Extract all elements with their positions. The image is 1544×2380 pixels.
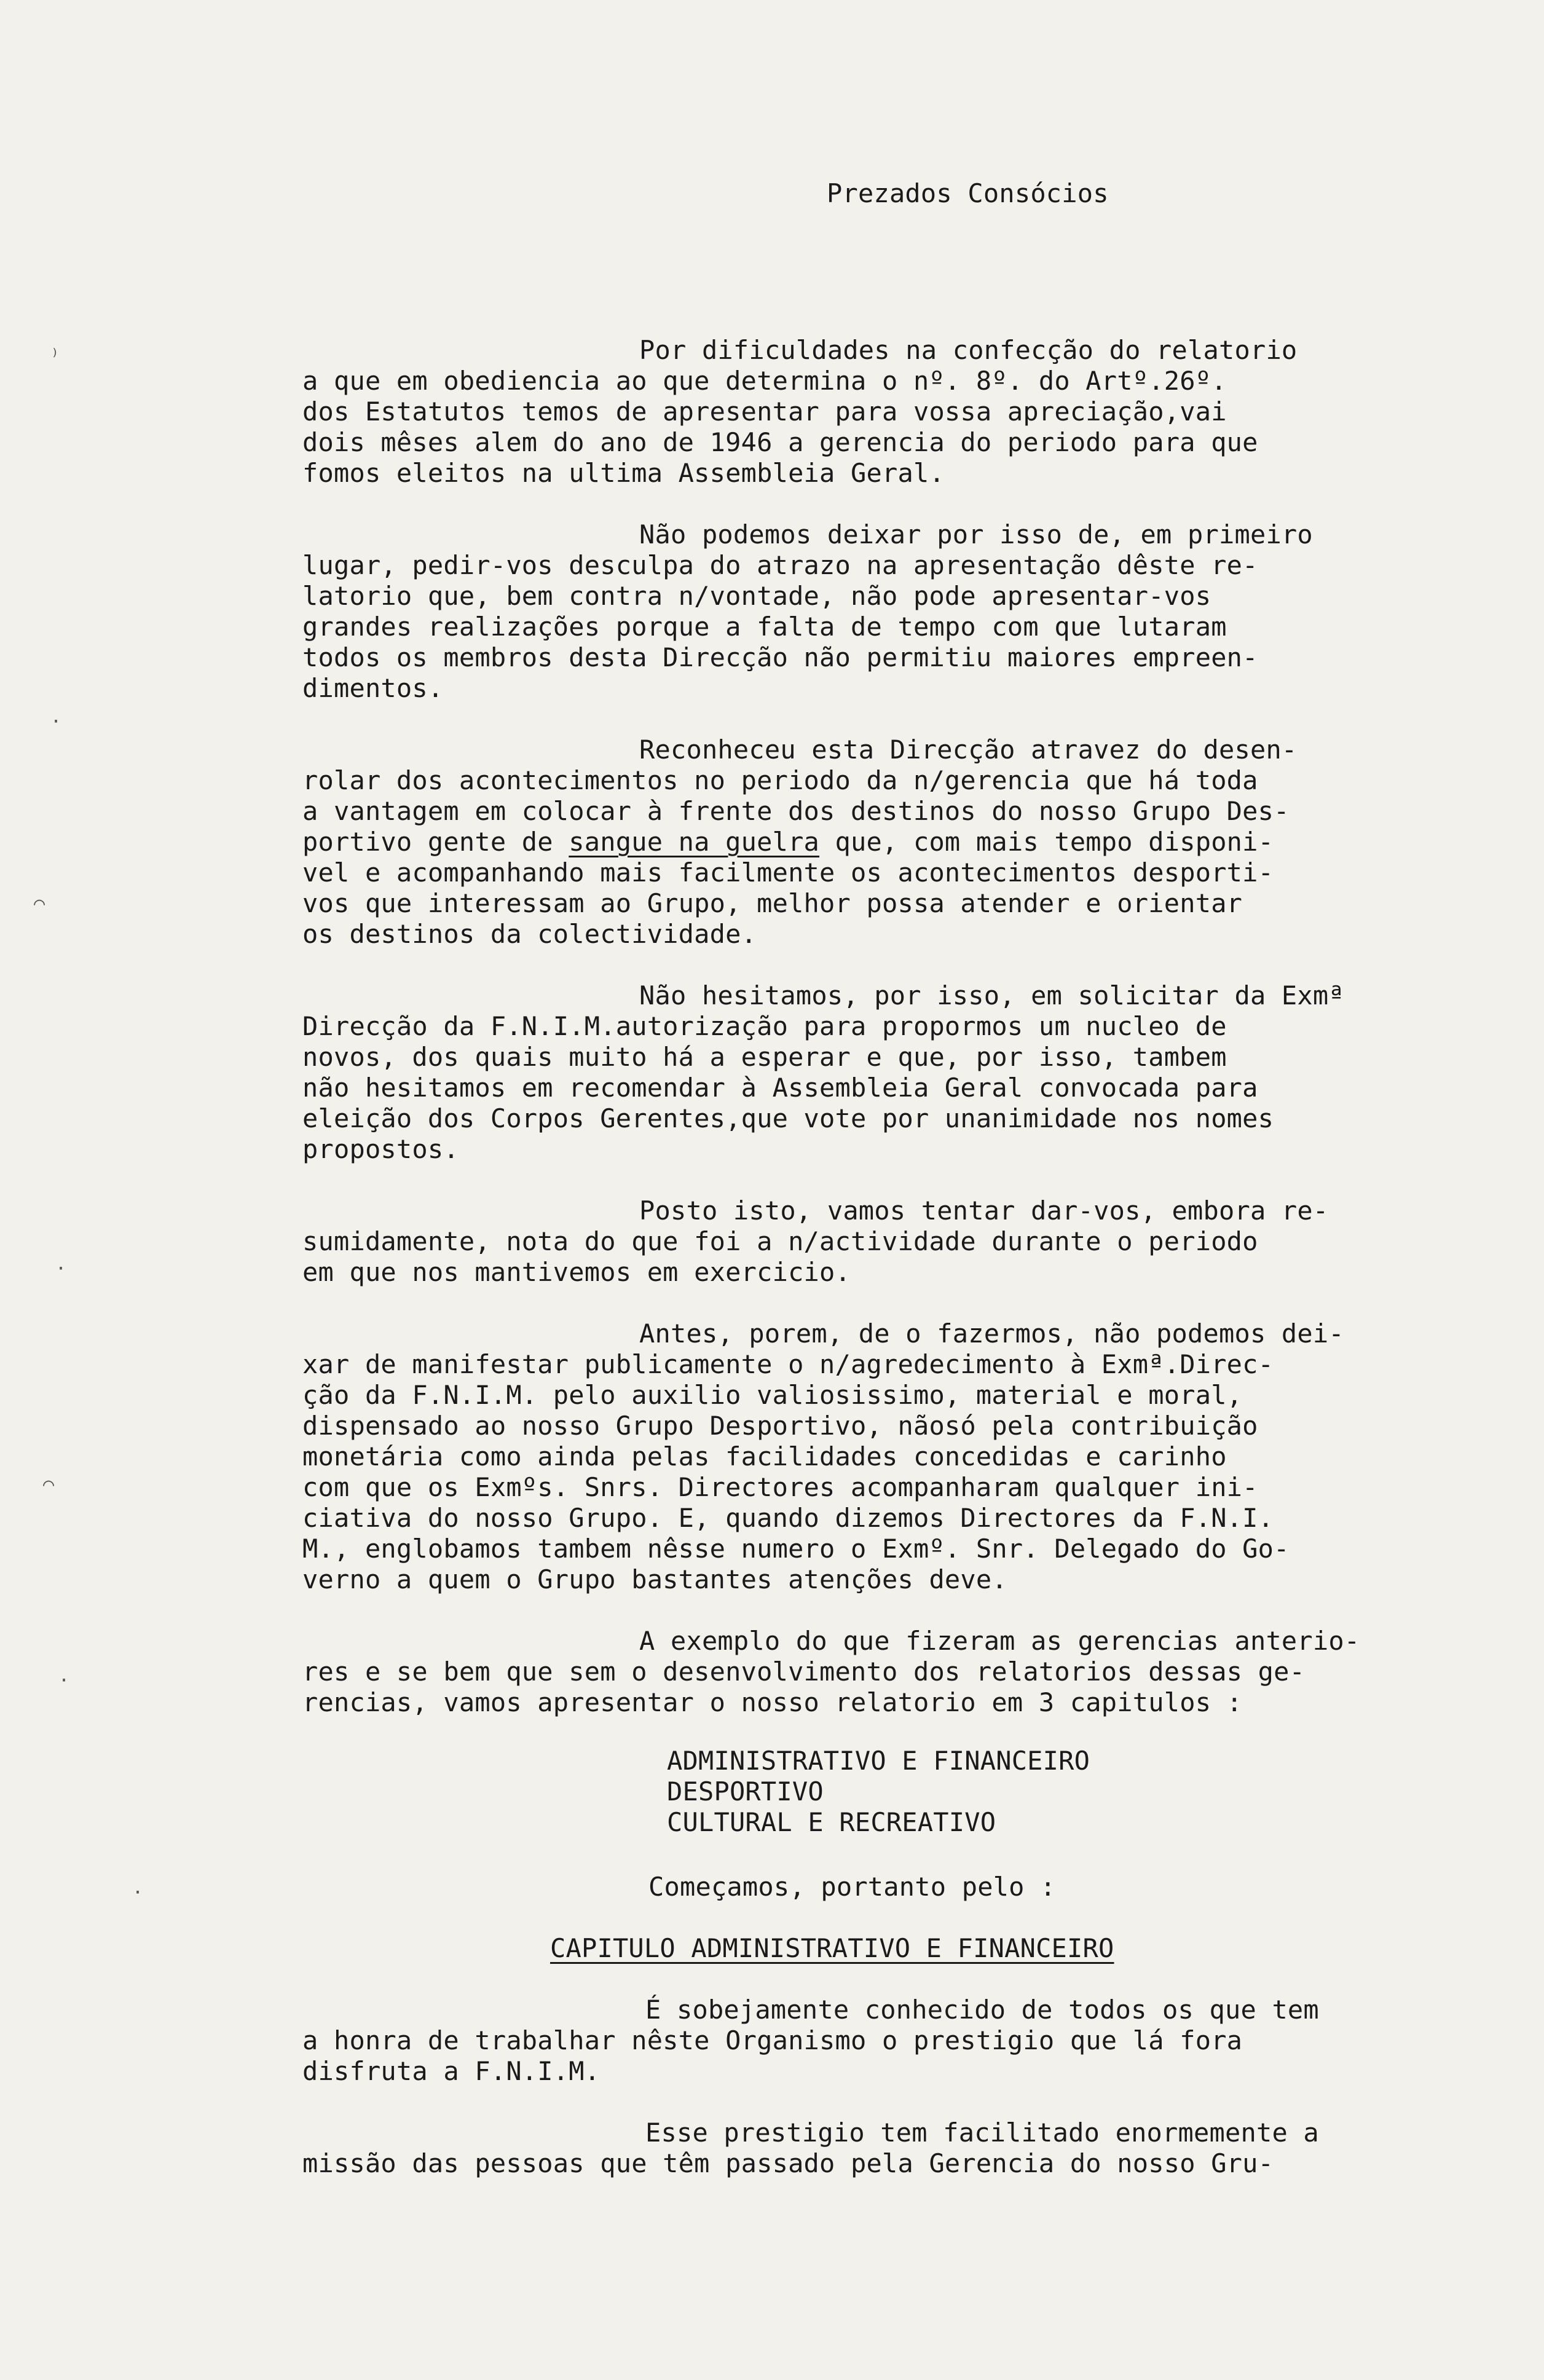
paragraph-4-line-3: novos, dos quais muito há a esperar e que, por isso, tambem (302, 1042, 1227, 1072)
paragraph-3-line-6: vos que interessam ao Grupo, melhor possa atender e orientar (302, 888, 1243, 918)
paragraph-3-line-5: vel e acompanhando mais facilmente os acontecimentos desporti- (302, 857, 1274, 888)
margin-speck: ⌒ (34, 892, 45, 914)
paragraph-3-line-3: a vantagem em colocar à frente dos destinos do nosso Grupo Des- (302, 796, 1290, 826)
paragraph-7-line-2: res e se bem que sem o desenvolvimento dos relatorios dessas ge- (302, 1657, 1306, 1687)
closing-paragraph-1-line-1: É sobejamente conhecido de todos os que tem (645, 1995, 1319, 2025)
paragraph-4-line-4: não hesitamos em recomendar à Assembleia Geral convocada para (302, 1073, 1258, 1103)
paragraph-7-line-3: rencias, vamos apresentar o nosso relatorio em 3 capitulos : (302, 1687, 1243, 1717)
chapter-list-item-1: ADMINISTRATIVO E FINANCEIRO (667, 1746, 1090, 1776)
paragraph-4-line-2: Direcção da F.N.I.M.autorização para propormos um nucleo de (302, 1011, 1227, 1041)
paragraph-2-line-6: dimentos. (302, 673, 444, 703)
paragraph-4-line-1: Não hesitamos, por isso, em solicitar da Exmª (639, 980, 1344, 1011)
start-line: Começamos, portanto pelo : (648, 1872, 1056, 1902)
paragraph-6-line-2: xar de manifestar publicamente o n/agredecimento à Exmª.Direc- (302, 1349, 1274, 1379)
paragraph-2-line-3: latorio que, bem contra n/vontade, não pode apresentar-vos (302, 581, 1211, 611)
paragraph-1-line-4: dois mêses alem do ano de 1946 a gerencia do periodo para que (302, 427, 1258, 457)
chapter-heading: CAPITULO ADMINISTRATIVO E FINANCEIRO (550, 1933, 1114, 1963)
paragraph-3-line-4-end: que, com mais tempo disponi- (819, 827, 1274, 857)
paragraph-3-line-7: os destinos da colectividade. (302, 919, 757, 949)
paragraph-6-line-6: com que os Exmºs. Snrs. Directores acompanharam qualquer ini- (302, 1472, 1258, 1502)
paragraph-6-line-8: M., englobamos tambem nêsse numero o Exmº. Snr. Delegado do Go- (302, 1534, 1290, 1564)
paragraph-6-line-3: ção da F.N.I.M. pelo auxilio valiosissimo, material e moral, (302, 1380, 1243, 1410)
paragraph-1-line-1: Por dificuldades na confecção do relatorio (639, 335, 1298, 365)
chapter-list-item-2: DESPORTIVO (667, 1776, 824, 1807)
paragraph-6-line-1: Antes, porem, de o fazermos, não podemos dei- (639, 1318, 1344, 1349)
paragraph-6-line-4: dispensado ao nosso Grupo Desportivo, nãosó pela contribuição (302, 1411, 1258, 1441)
margin-speck: · (50, 711, 62, 733)
paragraph-2-line-2: lugar, pedir-vos desculpa do atrazo na apresentação dêste re- (302, 550, 1258, 580)
paragraph-3-line-2: rolar dos acontecimentos no periodo da n/gerencia que há toda (302, 765, 1258, 795)
margin-speck: ⌒ (43, 1473, 55, 1495)
paragraph-5-line-2: sumidamente, nota do que foi a n/actividade durante o periodo (302, 1226, 1258, 1256)
paragraph-3-line-1: Reconheceu esta Direcção atravez do desen- (639, 735, 1298, 765)
paragraph-4-line-5: eleição dos Corpos Gerentes,que vote por unanimidade nos nomes (302, 1103, 1274, 1133)
paragraph-5-line-1: Posto isto, vamos tentar dar-vos, embora re- (639, 1196, 1329, 1226)
closing-paragraph-1-line-3: disfruta a F.N.I.M. (302, 2056, 601, 2086)
closing-paragraph-2-line-1: Esse prestigio tem facilitado enormemente a (645, 2118, 1319, 2148)
underlined-phrase: sangue na guelra (569, 827, 820, 857)
chapter-list-item-3: CULTURAL E RECREATIVO (667, 1807, 996, 1837)
paragraph-2-line-5: todos os membros desta Direcção não permitiu maiores empreen- (302, 642, 1258, 672)
margin-speck: ⁾ (49, 345, 61, 367)
paragraph-3-line-4-start: portivo gente de (302, 827, 569, 857)
paragraph-1-line-2: a que em obediencia ao que determina o nº. 8º. do Artº.26º. (302, 366, 1227, 396)
paragraph-7-line-1: A exemplo do que fizeram as gerencias anterio- (639, 1626, 1360, 1656)
paragraph-1-line-5: fomos eleitos na ultima Assembleia Geral. (302, 458, 945, 488)
paragraph-3-line-4 (302, 827, 1274, 857)
paragraph-5-line-3: em que nos mantivemos em exercicio. (302, 1257, 851, 1287)
paragraph-4-line-6: propostos. (302, 1134, 459, 1164)
paragraph-6-line-5: monetária como ainda pelas facilidades concedidas e carinho (302, 1441, 1227, 1472)
paragraph-2-line-4: grandes realizações porque a falta de tempo com que lutaram (302, 612, 1227, 642)
margin-speck: · (55, 1258, 67, 1280)
margin-speck: · (58, 1670, 70, 1692)
margin-speck: · (132, 1882, 144, 1904)
paragraph-2-line-1: Não podemos deixar por isso de, em primeiro (639, 519, 1313, 550)
paragraph-6-line-9: verno a quem o Grupo bastantes atenções deve. (302, 1564, 1007, 1594)
paragraph-1-line-3: dos Estatutos temos de apresentar para vossa apreciação,vai (302, 396, 1227, 427)
paragraph-6-line-7: ciativa do nosso Grupo. E, quando dizemos Directores da F.N.I. (302, 1503, 1274, 1533)
closing-paragraph-1-line-2: a honra de trabalhar nêste Organismo o prestigio que lá fora (302, 2025, 1243, 2055)
closing-paragraph-2-line-2: missão das pessoas que têm passado pela Gerencia do nosso Gru- (302, 2148, 1274, 2178)
greeting: Prezados Consócios (827, 178, 1109, 208)
